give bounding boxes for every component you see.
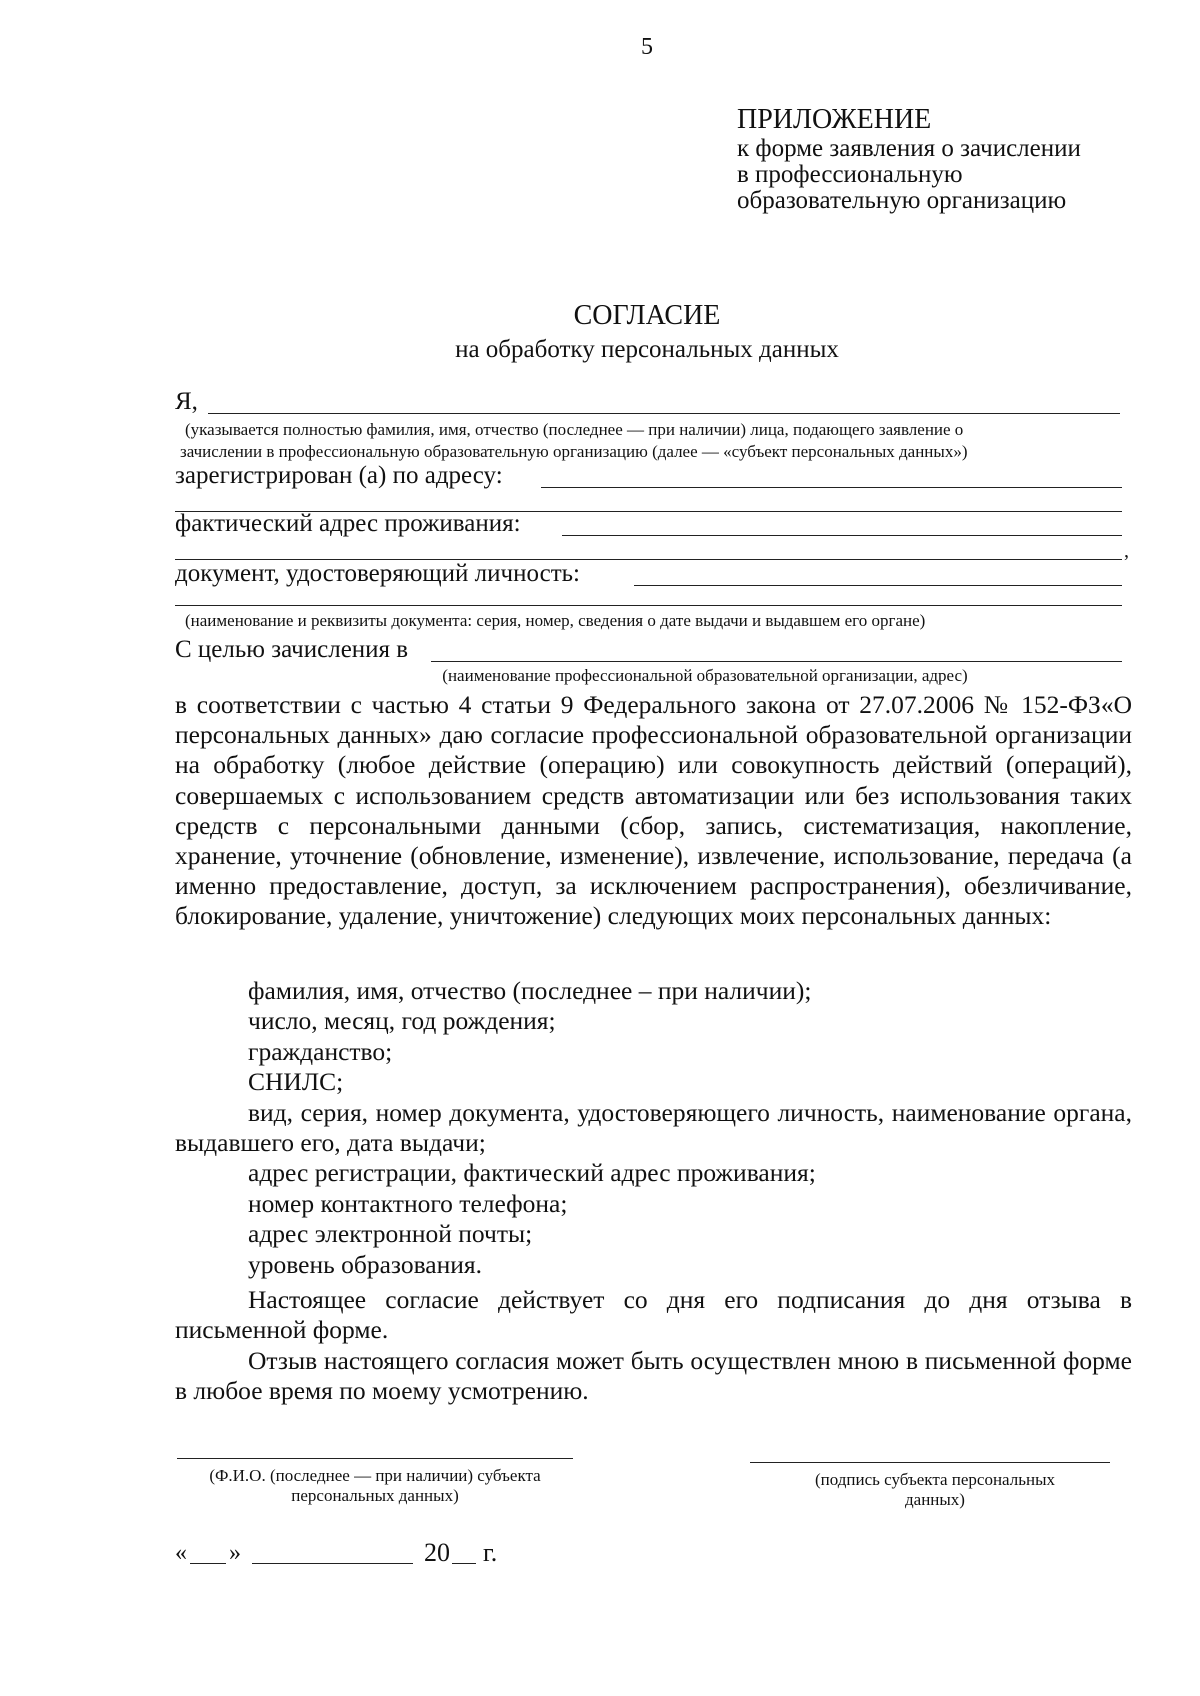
- identity-document-hint: (наименование и реквизиты документа: серия, номер, сведения о дате выдачи и выдавшем его органе): [185, 611, 926, 630]
- appendix-line-2: в профессиональную: [737, 161, 963, 188]
- actual-address-field[interactable]: [562, 535, 1122, 536]
- validity-paragraph: Настоящее согласие действует со дня его подписания до дня отзыва в письменной форме.: [175, 1285, 1132, 1345]
- full-name-field[interactable]: [208, 413, 1120, 414]
- fio-signature-field[interactable]: [177, 1458, 573, 1459]
- consent-body-paragraph: в соответствии с частью 4 статьи 9 Федерального закона от 27.07.2006 № 152-ФЗ«О персональных данных» даю согласие профессиональной образовательной организации на обработку (любое действие (операцию) или совокупность действий (операций), совершаемых с использованием средств автоматизации или без использования таких средств с персональными данными (сбор, запись, систематизация, накопление, хранение, уточнение (обновление, изменение), извлечение, использование, передача (а именно предоставление, доступ, за исключением распространения), обезличивание, блокирование, удаление, уничтожение) следующих моих персональных данных:: [175, 690, 1132, 931]
- list-item: номер контактного телефона;: [248, 1188, 568, 1218]
- appendix-title: ПРИЛОЖЕНИЕ: [737, 104, 932, 135]
- signature-hint-line-2: данных): [905, 1490, 965, 1509]
- list-item: гражданство;: [248, 1036, 393, 1066]
- personal-data-list: [175, 976, 1132, 1280]
- list-item: вид, серия, номер документа, удостоверяющего личность, наименование органа, выдавшего его, дата выдачи;: [175, 1097, 1132, 1158]
- actual-address-label: фактический адрес проживания:: [175, 510, 521, 537]
- list-item: СНИЛС;: [248, 1067, 344, 1097]
- full-name-hint-1: (указывается полностью фамилия, имя, отчество (последнее — при наличии) лица, подающего заявление о: [185, 420, 964, 439]
- appendix-line-1: к форме заявления о зачислении: [737, 135, 1081, 162]
- organization-field[interactable]: [431, 661, 1122, 662]
- signature-hint: [760, 1470, 1110, 1510]
- i-label: Я,: [175, 388, 198, 415]
- list-item: уровень образования.: [248, 1249, 482, 1279]
- date-open-quote: «: [175, 1540, 187, 1566]
- list-item: адрес электронной почты;: [248, 1219, 533, 1249]
- registered-address-label: зарегистрирован (а) по адресу:: [175, 462, 503, 489]
- identity-document-field[interactable]: [634, 585, 1122, 586]
- list-item: число, месяц, год рождения;: [248, 1006, 556, 1036]
- purpose-label: С целью зачисления в: [175, 636, 409, 663]
- identity-document-field-line-2[interactable]: [175, 605, 1122, 606]
- date-close-quote: »: [229, 1540, 241, 1566]
- day-field[interactable]: [190, 1563, 226, 1564]
- list-item: фамилия, имя, отчество (последнее – при наличии);: [248, 976, 812, 1005]
- fio-hint-line-1: (Ф.И.О. (последнее — при наличии) субъекта: [209, 1466, 541, 1485]
- address-comma: ,: [1124, 540, 1129, 562]
- identity-document-label: документ, удостоверяющий личность:: [175, 560, 580, 587]
- full-name-hint-2: зачислении в профессиональную образовательную организацию (далее — «субъект персональных данных»): [180, 442, 968, 461]
- appendix-line-3: образовательную организацию: [737, 187, 1067, 214]
- year-prefix: 20: [424, 1538, 450, 1567]
- year-field[interactable]: [452, 1563, 476, 1564]
- list-item: адрес регистрации, фактический адрес проживания;: [248, 1158, 816, 1188]
- signature-hint-line-1: (подпись субъекта персональных: [814, 1470, 1056, 1489]
- appendix-block: [737, 104, 1177, 214]
- revocation-paragraph: Отзыв настоящего согласия может быть осуществлен мною в письменной форме в любое время по моему усмотрению.: [175, 1346, 1132, 1406]
- page-number: 5: [641, 34, 653, 60]
- organization-hint: (наименование профессиональной образовательной организации, адрес): [442, 666, 968, 685]
- signature-field[interactable]: [750, 1462, 1110, 1463]
- fio-hint-line-2: персональных данных): [291, 1486, 459, 1505]
- consent-title: СОГЛАСИЕ: [573, 300, 721, 331]
- registered-address-field[interactable]: [541, 487, 1122, 488]
- fio-hint: [160, 1466, 590, 1506]
- year-suffix: г.: [483, 1538, 498, 1567]
- consent-subtitle: на обработку персональных данных: [455, 336, 839, 363]
- month-field[interactable]: [252, 1563, 413, 1564]
